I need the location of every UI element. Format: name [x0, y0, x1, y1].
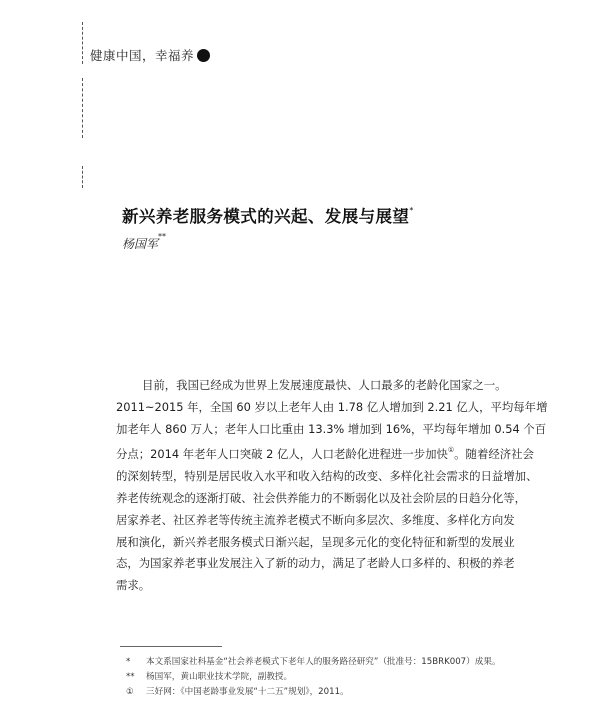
footnote-mark: **	[126, 672, 135, 682]
footnote-divider	[120, 646, 222, 647]
footnote-item	[120, 670, 501, 685]
title-footnote-mark: *	[409, 206, 414, 215]
footnote-text: 杨国军，黄山职业技术学院，副教授。	[146, 672, 293, 682]
footnote-item	[120, 655, 501, 670]
margin-dash-line-middle	[82, 78, 83, 138]
margin-dash-line-top	[82, 22, 83, 64]
article-title	[122, 203, 414, 227]
running-head	[90, 46, 210, 64]
author-name: 杨国军	[122, 237, 159, 251]
margin-dash-line-lower	[82, 166, 83, 188]
body-line: 需求。	[116, 578, 151, 593]
body-line: 态，为国家养老事业发展注入了新的动力，满足了老龄人口多样的、积极的养老	[116, 556, 515, 571]
footnote-item	[120, 685, 501, 700]
body-line-tail: 。随着经济社会	[454, 447, 534, 462]
footnote-mark: ①	[126, 687, 134, 697]
body-line: 目前，我国已经成为世界上发展速度最快、人口最多的老龄化国家之一。	[142, 378, 507, 392]
running-head-text: 健康中国，幸福养	[90, 48, 195, 63]
footnote-ref: ①	[447, 446, 455, 455]
author-footnote-mark: **	[158, 232, 167, 241]
footnotes	[120, 655, 501, 700]
body-line: 展和演化，新兴养老服务模式日渐兴起，呈现多元化的变化特征和新型的发展业	[116, 534, 515, 549]
body-line-text: 分点；2014 年老年人口突破 2 亿人，人口老龄化进程进一步加快	[116, 447, 448, 462]
article-title-text: 新兴养老服务模式的兴起、发展与展望	[122, 207, 410, 226]
body-line: 养老传统观念的逐渐打破、社会供养能力的不断弱化以及社会阶层的日趋分化等，	[116, 490, 527, 505]
footnote-text: 本文系国家社科基金“社会养老模式下老年人的服务路径研究”（批准号：15BRK007）成果。	[146, 657, 501, 667]
body-line: 的深刻转型，特别是居民收入水平和收入结构的改变、多样化社会需求的日益增加、	[116, 469, 538, 484]
footnote-mark: *	[126, 657, 131, 667]
body-line: 2011~2015 年，全国 60 岁以上老年人由 1.78 亿人增加到 2.21 亿人，平均每年增	[116, 399, 548, 414]
body-line: 居家养老、社区养老等传统主流养老模式不断向多层次、多维度、多样化方向发	[116, 512, 515, 527]
body-line	[116, 440, 534, 466]
article-author	[122, 232, 166, 252]
body-line: 加老年人 860 万人；老年人口比重由 13.3% 增加到 16%，平均每年增加 0.54 个百	[116, 421, 547, 436]
body-paragraph	[116, 375, 548, 597]
footnote-text: 三好网：《中国老龄事业发展“十二五”规划》，2011。	[146, 687, 349, 697]
bullet-dot-icon	[197, 49, 210, 62]
